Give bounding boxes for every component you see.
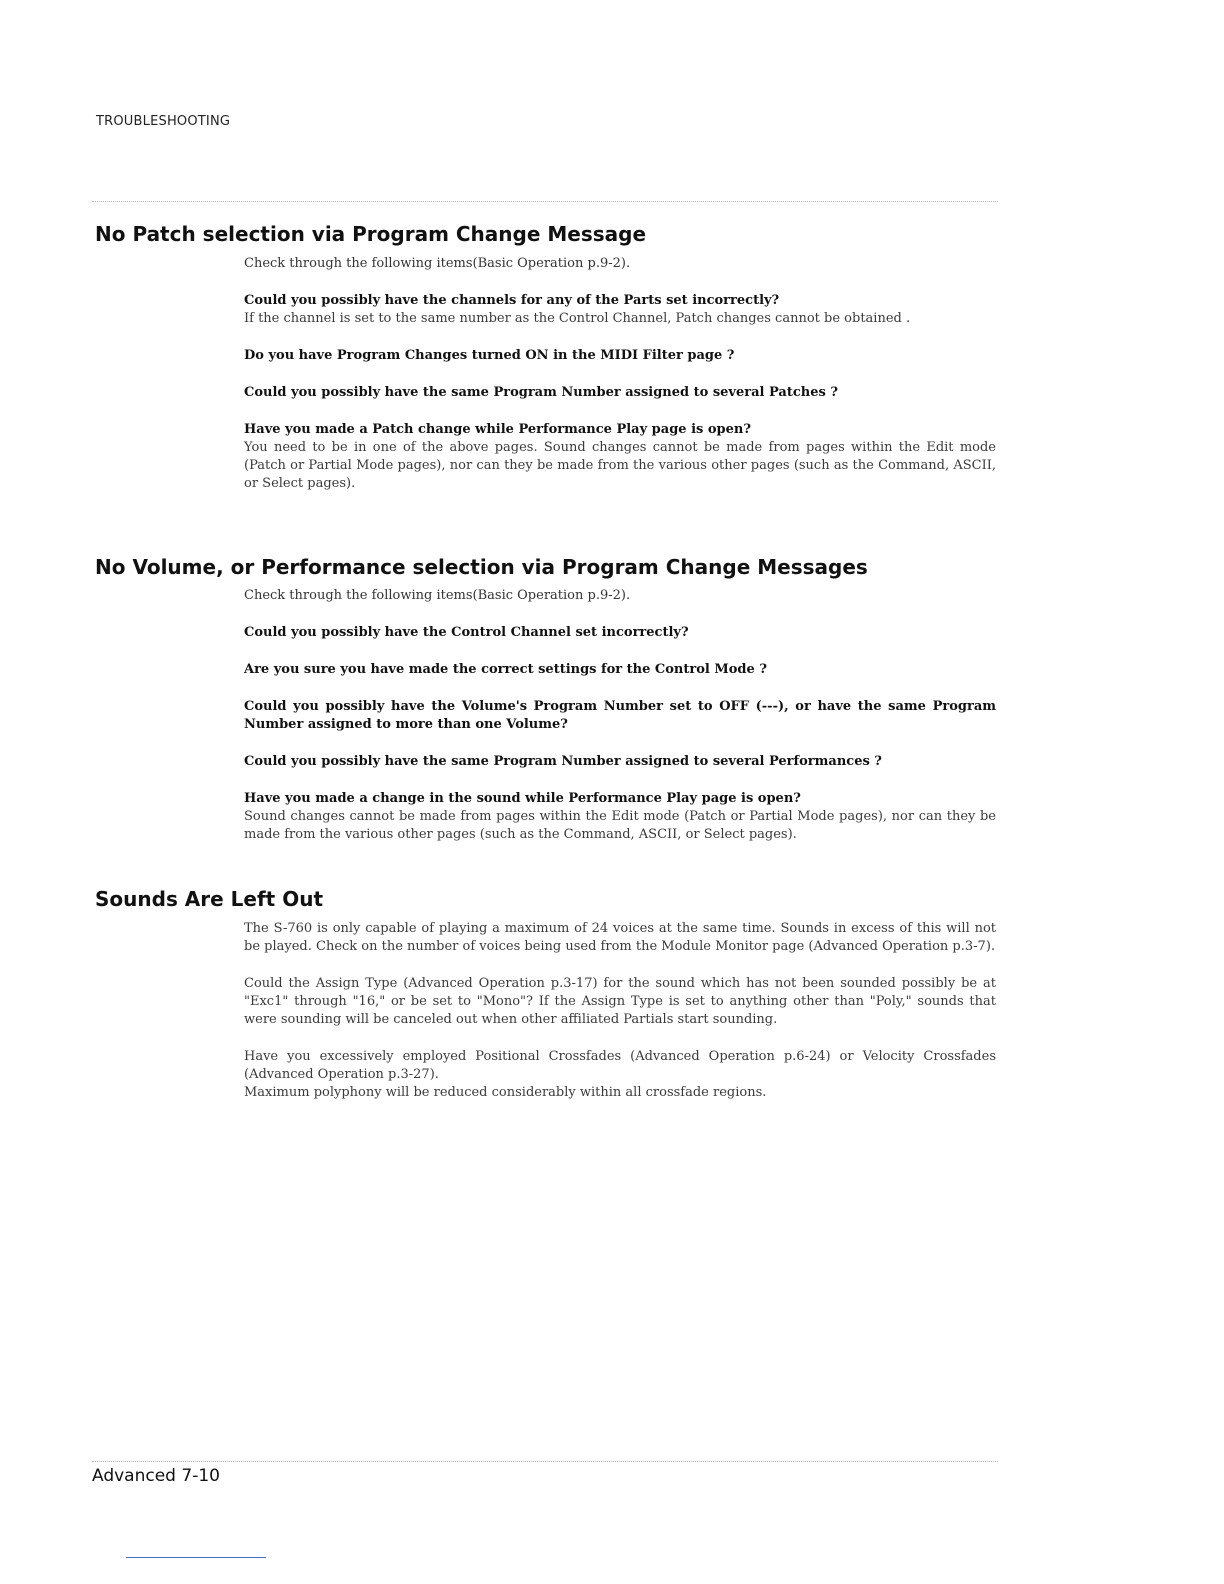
question-control-mode: Are you sure you have made the correct settings for the Control Mode ?	[244, 662, 767, 677]
question-performance-play-sound: Have you made a change in the sound while Performance Play page is open?	[244, 791, 801, 806]
section-intro: Check through the following items(Basic Operation p.9-2).	[244, 256, 631, 271]
header-divider	[92, 201, 998, 202]
question-midi-filter: Do you have Program Changes turned ON in the MIDI Filter page ?	[244, 348, 735, 363]
paragraph-max-voices: The S-760 is only capable of playing a maximum of 24 voices at the same time. Sounds in excess of this will not be played. Check on the number of voices being used from the Module Monitor page (Advanced Operation p.3-7).	[244, 921, 996, 954]
answer-parts-channels: If the channel is set to the same number as the Control Channel, Patch changes cannot be obtained .	[244, 311, 911, 326]
question-program-number-patches: Could you possibly have the same Program Number assigned to several Patches ?	[244, 385, 838, 400]
answer-performance-play-sound: Sound changes cannot be made from pages within the Edit mode (Patch or Partial Mode pages), nor can they be made from the various other pages (such as the Command, ASCII, or Select pages).	[244, 809, 996, 842]
section-title: Sounds Are Left Out	[95, 887, 324, 911]
running-header: TROUBLESHOOTING	[96, 114, 231, 129]
footer-divider	[92, 1461, 998, 1462]
section-title: No Volume, or Performance selection via Program Change Messages	[95, 555, 868, 579]
page-number: Advanced 7-10	[92, 1466, 220, 1486]
question-parts-channels: Could you possibly have the channels for any of the Parts set incorrectly?	[244, 293, 780, 308]
paragraph-assign-type: Could the Assign Type (Advanced Operation p.3-17) for the sound which has not been sounded possibly be at "Exc1" through "16," or be set to "Mono"? If the Assign Type is set to anything other than "Poly," sounds that were sounding will be canceled out when other affiliated Partials start sounding.	[244, 976, 996, 1027]
answer-performance-play-patch: You need to be in one of the above pages. Sound changes cannot be made from pages within the Edit mode (Patch or Partial Mode pages), nor can they be made from the various other pages (such as the Command, ASCII, or Select pages).	[244, 440, 996, 491]
section-body	[244, 587, 996, 844]
question-volume-program-number: Could you possibly have the Volume's Program Number set to OFF (---), or have the same Program Number assigned to more than one Volume?	[244, 699, 996, 732]
question-control-channel: Could you possibly have the Control Channel set incorrectly?	[244, 625, 689, 640]
section-intro: Check through the following items(Basic Operation p.9-2).	[244, 588, 631, 603]
section-body	[244, 920, 996, 1102]
question-program-number-performances: Could you possibly have the same Program Number assigned to several Performances ?	[244, 754, 882, 769]
footer-underline	[126, 1557, 266, 1558]
question-performance-play-patch: Have you made a Patch change while Performance Play page is open?	[244, 422, 751, 437]
section-title: No Patch selection via Program Change Message	[95, 222, 647, 246]
paragraph-polyphony: Maximum polyphony will be reduced considerably within all crossfade regions.	[244, 1085, 767, 1100]
section-body	[244, 255, 996, 493]
paragraph-crossfades: Have you excessively employed Positional Crossfades (Advanced Operation p.6-24) or Velocity Crossfades (Advanced Operation p.3-27).	[244, 1049, 996, 1082]
